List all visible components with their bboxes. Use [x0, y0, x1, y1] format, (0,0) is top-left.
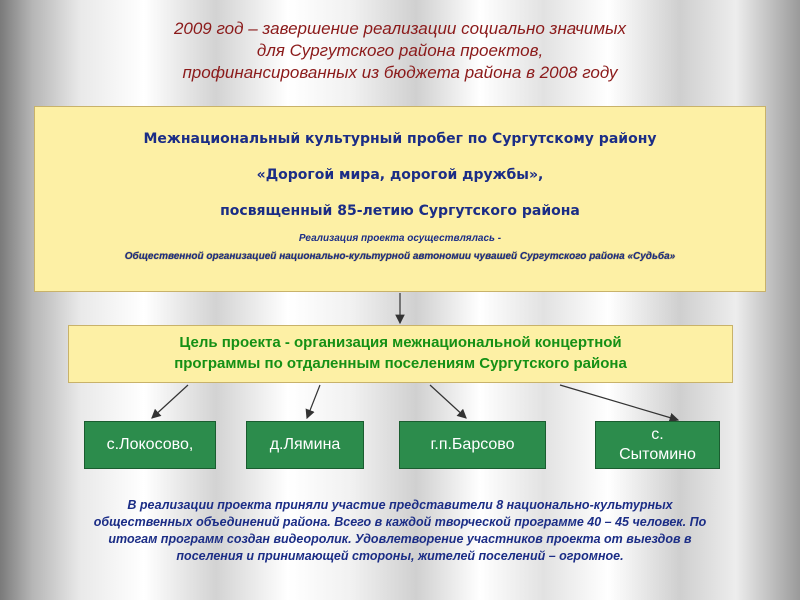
footer-line-1: В реализации проекта приняли участие представители 8 национально-культурных	[127, 498, 673, 512]
village-lokosovo: с.Локосово,	[84, 421, 216, 469]
footer-line-4: поселения и принимающей стороны, жителей поселений – огромное.	[176, 549, 624, 563]
project-goal-box	[68, 325, 733, 383]
arrow-goal-to-village-1	[152, 385, 188, 418]
goal-line-1: Цель проекта - организация межнациональной концертной	[179, 334, 622, 351]
title-line-1: 2009 год – завершение реализации социально значимых	[173, 19, 627, 38]
project-title-line-2: «Дорогой мира, дорогой дружбы»,	[256, 167, 544, 183]
arrow-goal-to-village-3	[430, 385, 466, 418]
village-barsovo: г.п.Барсово	[399, 421, 546, 469]
project-title-line-3: посвященный 85-летию Сургутского района	[220, 203, 580, 219]
title-line-2: для Сургутского района проектов,	[256, 41, 544, 60]
footer-line-3: итогам программ создан видеоролик. Удовлетворение участников проекта от выездов в	[108, 532, 692, 546]
footer-line-2: общественных объединений района. Всего в каждой творческой программе 40 – 45 человек. По	[93, 515, 707, 529]
arrow-goal-to-village-4	[560, 385, 678, 420]
village-sytomino: с. Сытомино	[595, 421, 720, 469]
arrow-goal-to-village-2	[307, 385, 320, 418]
village-lyamina: д.Лямина	[246, 421, 364, 469]
goal-line-2: программы по отдаленным поселениям Сургутского района	[174, 355, 627, 372]
implementation-label: Реализация проекта осуществлялась -	[298, 233, 502, 244]
project-title-line-1: Межнациональный культурный пробег по Сургутскому району	[143, 131, 657, 147]
implementing-organization: Общественной организацией национально-культурной автономии чувашей Сургутского района «Судьба»	[124, 251, 676, 262]
footer-summary	[40, 497, 760, 565]
title-line-3: профинансированных из бюджета района в 2008 году	[182, 63, 618, 82]
